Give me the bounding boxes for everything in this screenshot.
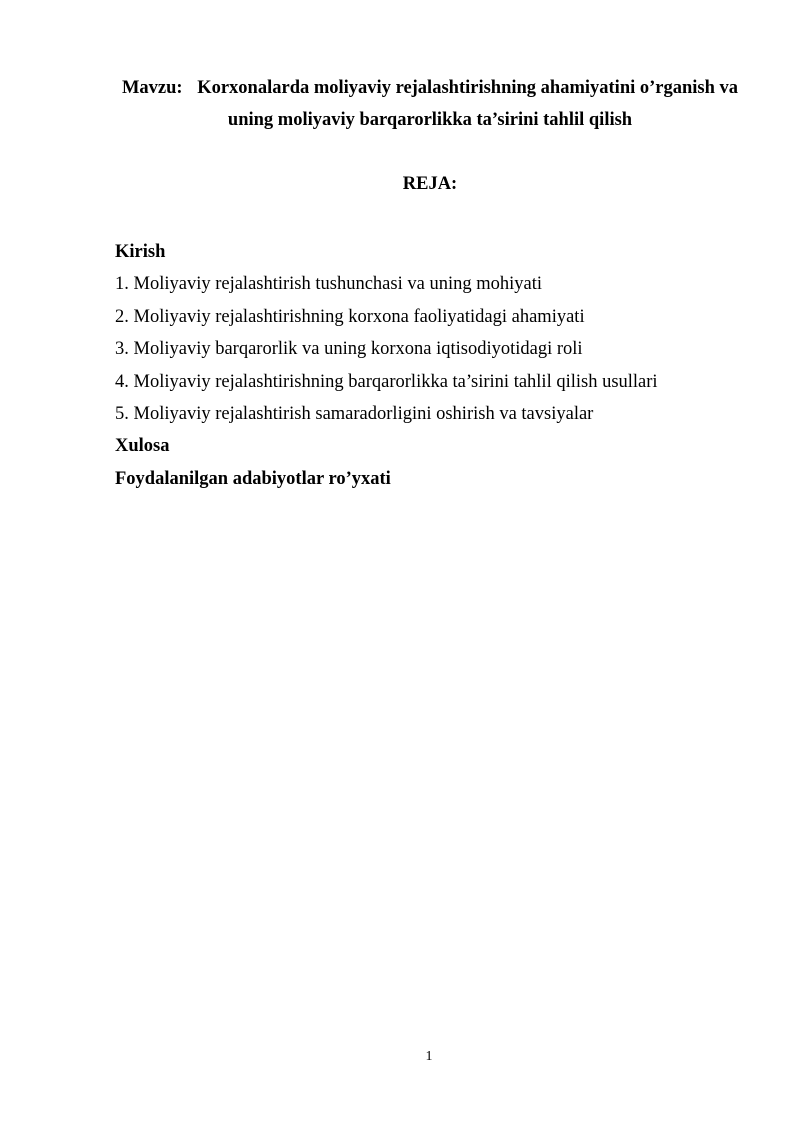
outline-item-3: 3. Moliyaviy barqarorlik va uning korxona iqtisodiyotidagi roli bbox=[115, 339, 583, 360]
topic-heading bbox=[100, 72, 760, 136]
outline-item-5: 5. Moliyaviy rejalashtirish samaradorligini oshirish va tavsiyalar bbox=[115, 404, 594, 425]
outline-item-1: 1. Moliyaviy rejalashtirish tushunchasi va uning mohiyati bbox=[115, 274, 542, 295]
topic-title: Korxonalarda moliyaviy rejalashtirishning ahamiyatini o’rganish va uning moliyaviy barqarorlikka ta’sirini tahlil qilish bbox=[197, 78, 739, 130]
plan-heading: REJA: bbox=[402, 174, 458, 194]
plan-outline bbox=[115, 236, 755, 495]
outline-item-4: 4. Moliyaviy rejalashtirishning barqarorlikka ta’sirini tahlil qilish usullari bbox=[115, 371, 658, 392]
outline-conclusion: Xulosa bbox=[115, 436, 170, 457]
topic-prefix: Mavzu: bbox=[121, 78, 183, 98]
outline-references: Foydalanilgan adabiyotlar ro’yxati bbox=[115, 468, 391, 489]
page-number: 1 bbox=[425, 1049, 433, 1064]
outline-item-2: 2. Moliyaviy rejalashtirishning korxona faoliyatidagi ahamiyati bbox=[115, 306, 585, 327]
outline-intro: Kirish bbox=[115, 242, 166, 262]
